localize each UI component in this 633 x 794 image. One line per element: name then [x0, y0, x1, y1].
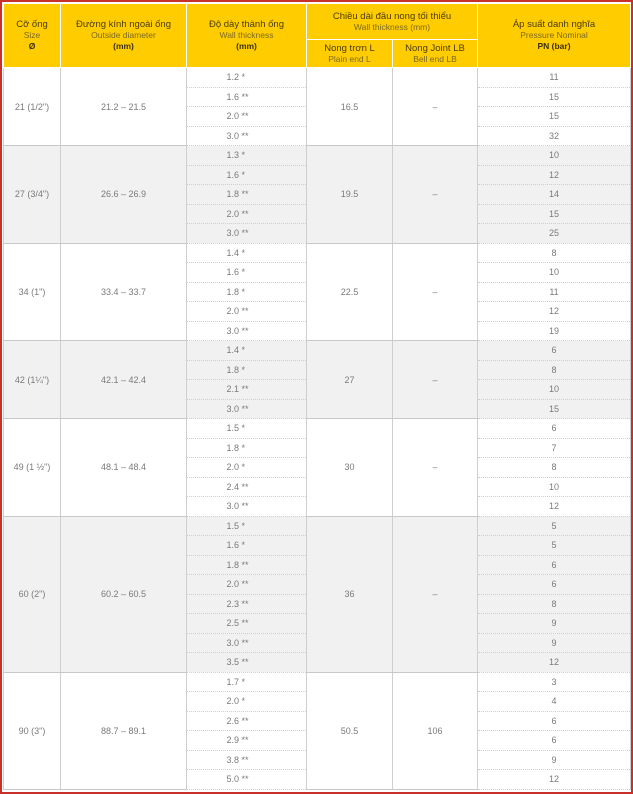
wall-thickness-value: 2.0 * — [226, 462, 246, 473]
wall-thickness-cell — [187, 68, 307, 88]
table-row — [4, 672, 631, 692]
pipe-size-group — [4, 243, 631, 341]
pressure-cell: 10 — [478, 380, 631, 400]
wall-thickness-cell — [187, 263, 307, 283]
pressure-cell: 15 — [478, 204, 631, 224]
header-size-unit: Ø — [28, 41, 36, 51]
wall-thickness-cell — [187, 594, 307, 614]
outside-diameter-cell: 42.1 – 42.4 — [61, 341, 187, 419]
plain-end-cell: 27 — [307, 341, 393, 419]
bell-end-cell: – — [393, 146, 478, 244]
wall-thickness-cell — [187, 185, 307, 205]
pressure-cell: 6 — [478, 341, 631, 361]
wall-thickness-value: 1.3 * — [226, 150, 246, 161]
wall-thickness-value: 1.8 * — [226, 442, 246, 453]
wall-thickness-value: 2.0 ** — [226, 111, 249, 122]
plain-end-cell: 19.5 — [307, 146, 393, 244]
wall-thickness-cell — [187, 341, 307, 361]
wall-thickness-cell — [187, 438, 307, 458]
wall-thickness-value: 1.5 * — [226, 423, 246, 434]
outside-diameter-cell: 88.7 – 89.1 — [61, 672, 187, 789]
wall-thickness-cell — [187, 575, 307, 595]
header-pressure — [478, 4, 631, 68]
wall-thickness-value: 1.6 * — [226, 267, 246, 278]
wall-thickness-cell — [187, 614, 307, 634]
pipe-size-group — [4, 516, 631, 672]
header-wall-vn: Độ dày thành ống — [208, 19, 284, 30]
pressure-cell: 11 — [478, 282, 631, 302]
table-row — [4, 146, 631, 166]
pressure-cell: 9 — [478, 614, 631, 634]
size-cell: 42 (1¼") — [4, 341, 61, 419]
outside-diameter-cell: 60.2 – 60.5 — [61, 516, 187, 672]
pressure-cell: 8 — [478, 458, 631, 478]
plain-end-cell: 36 — [307, 516, 393, 672]
wall-thickness-cell — [187, 419, 307, 439]
wall-thickness-cell — [187, 282, 307, 302]
header-od-vn: Đường kính ngoài ống — [76, 19, 171, 30]
pipe-size-group — [4, 672, 631, 789]
wall-thickness-value: 2.0 ** — [226, 579, 249, 590]
wall-thickness-cell — [187, 146, 307, 166]
wall-thickness-value: 3.0 ** — [226, 228, 249, 239]
header-od-en: Outside diameter — [91, 30, 156, 40]
pressure-cell: 15 — [478, 399, 631, 419]
plain-end-cell: 16.5 — [307, 68, 393, 146]
header-size-en: Size — [23, 30, 41, 40]
size-cell: 49 (1 ½") — [4, 419, 61, 517]
pressure-cell: 10 — [478, 263, 631, 283]
size-cell: 90 (3") — [4, 672, 61, 789]
wall-thickness-value: 2.5 ** — [226, 618, 249, 629]
header-pressure-en: Pressure Nominal — [520, 30, 588, 40]
wall-thickness-cell — [187, 321, 307, 341]
pressure-cell: 32 — [478, 126, 631, 146]
header-pressure-vn: Áp suất danh nghĩa — [512, 19, 596, 30]
wall-thickness-value: 2.0 ** — [226, 306, 249, 317]
wall-thickness-value: 1.8 * — [226, 364, 246, 375]
bell-end-cell: – — [393, 243, 478, 341]
wall-thickness-value: 1.6 ** — [226, 91, 249, 102]
header-wall-en: Wall thickness — [219, 30, 274, 40]
bell-end-cell: – — [393, 341, 478, 419]
table-row — [4, 341, 631, 361]
pressure-cell: 6 — [478, 711, 631, 731]
bell-end-cell: 106 — [393, 672, 478, 789]
outside-diameter-cell: 21.2 – 21.5 — [61, 68, 187, 146]
wall-thickness-value: 2.1 ** — [226, 384, 249, 395]
wall-thickness-cell — [187, 243, 307, 263]
wall-thickness-value: 3.0 ** — [226, 501, 249, 512]
size-cell: 34 (1") — [4, 243, 61, 341]
header-plain-end — [307, 40, 393, 68]
wall-thickness-cell — [187, 555, 307, 575]
pressure-cell: 6 — [478, 575, 631, 595]
pressure-cell: 8 — [478, 594, 631, 614]
plain-end-cell: 50.5 — [307, 672, 393, 789]
wall-thickness-cell — [187, 692, 307, 712]
header-min-length-en: Wall thickness (mm) — [353, 21, 431, 32]
header-plain-vn: Nong trơn L — [324, 42, 375, 54]
wall-thickness-cell — [187, 477, 307, 497]
wall-thickness-value: 3.0 ** — [226, 130, 249, 141]
wall-thickness-value: 1.6 * — [226, 540, 246, 551]
wall-thickness-cell — [187, 399, 307, 419]
outside-diameter-cell: 33.4 – 33.7 — [61, 243, 187, 341]
pressure-cell: 4 — [478, 692, 631, 712]
pressure-cell: 6 — [478, 555, 631, 575]
wall-thickness-value: 5.0 ** — [226, 774, 249, 785]
wall-thickness-value: 3.8 ** — [226, 754, 249, 765]
wall-thickness-cell — [187, 633, 307, 653]
wall-thickness-cell — [187, 497, 307, 517]
header-bell-end — [393, 40, 478, 68]
size-cell: 21 (1/2") — [4, 68, 61, 146]
header-min-length-vn: Chiều dài đầu nong tối thiểu — [332, 10, 452, 22]
header-size — [4, 4, 61, 68]
pipe-size-group — [4, 341, 631, 419]
bell-end-cell: – — [393, 516, 478, 672]
wall-thickness-value: 3.0 ** — [226, 325, 249, 336]
pressure-cell: 3 — [478, 672, 631, 692]
header-plain-en: Plain end L — [328, 53, 371, 64]
outside-diameter-cell: 48.1 – 48.4 — [61, 419, 187, 517]
header-wall-unit: (mm) — [236, 41, 257, 51]
wall-thickness-value: 1.8 ** — [226, 559, 249, 570]
pressure-cell: 12 — [478, 302, 631, 322]
wall-thickness-value: 2.9 ** — [226, 735, 249, 746]
table-row — [4, 68, 631, 88]
header-od-unit: (mm) — [113, 41, 134, 51]
pressure-cell: 5 — [478, 536, 631, 556]
wall-thickness-value: 1.5 * — [226, 520, 246, 531]
wall-thickness-value: 2.0 ** — [226, 208, 249, 219]
wall-thickness-cell — [187, 87, 307, 107]
pressure-cell: 12 — [478, 165, 631, 185]
wall-thickness-cell — [187, 750, 307, 770]
wall-thickness-value: 1.6 * — [226, 169, 246, 180]
wall-thickness-value: 1.2 * — [226, 72, 246, 83]
pressure-cell: 15 — [478, 87, 631, 107]
pressure-cell: 14 — [478, 185, 631, 205]
size-cell: 27 (3/4") — [4, 146, 61, 244]
pressure-cell: 8 — [478, 243, 631, 263]
pressure-cell: 9 — [478, 633, 631, 653]
wall-thickness-cell — [187, 672, 307, 692]
bell-end-cell: – — [393, 419, 478, 517]
pressure-cell: 19 — [478, 321, 631, 341]
wall-thickness-value: 3.0 ** — [226, 637, 249, 648]
pressure-cell: 12 — [478, 653, 631, 673]
wall-thickness-cell — [187, 224, 307, 244]
pressure-cell: 7 — [478, 438, 631, 458]
pressure-cell: 12 — [478, 770, 631, 790]
wall-thickness-cell — [187, 731, 307, 751]
pressure-cell: 15 — [478, 107, 631, 127]
outside-diameter-cell: 26.6 – 26.9 — [61, 146, 187, 244]
header-min-length — [307, 4, 478, 40]
pressure-cell: 6 — [478, 419, 631, 439]
header-outside-diameter — [61, 4, 187, 68]
wall-thickness-cell — [187, 126, 307, 146]
header-pressure-unit: PN (bar) — [537, 41, 571, 51]
wall-thickness-cell — [187, 302, 307, 322]
header-wall-thickness — [187, 4, 307, 68]
pipe-spec-table — [3, 3, 631, 790]
pressure-cell: 5 — [478, 516, 631, 536]
size-cell: 60 (2") — [4, 516, 61, 672]
pressure-cell: 12 — [478, 497, 631, 517]
table-row — [4, 419, 631, 439]
wall-thickness-cell — [187, 107, 307, 127]
wall-thickness-value: 2.6 ** — [226, 715, 249, 726]
wall-thickness-cell — [187, 711, 307, 731]
header-size-vn: Cỡ ống — [16, 19, 48, 30]
wall-thickness-value: 2.0 * — [226, 696, 246, 707]
wall-thickness-value: 2.3 ** — [226, 598, 249, 609]
pressure-cell: 9 — [478, 750, 631, 770]
table-row — [4, 516, 631, 536]
wall-thickness-cell — [187, 165, 307, 185]
wall-thickness-value: 1.4 * — [226, 345, 246, 356]
plain-end-cell: 30 — [307, 419, 393, 517]
wall-thickness-cell — [187, 204, 307, 224]
wall-thickness-value: 1.7 * — [226, 676, 246, 687]
wall-thickness-value: 2.4 ** — [226, 481, 249, 492]
wall-thickness-cell — [187, 516, 307, 536]
pressure-cell: 10 — [478, 477, 631, 497]
header-bell-en: Bell end LB — [413, 53, 457, 64]
pressure-cell: 11 — [478, 68, 631, 88]
bell-end-cell: – — [393, 68, 478, 146]
pressure-cell: 25 — [478, 224, 631, 244]
wall-thickness-cell — [187, 458, 307, 478]
wall-thickness-cell — [187, 536, 307, 556]
header-bell-vn: Nong Joint LB — [405, 42, 465, 54]
plain-end-cell: 22.5 — [307, 243, 393, 341]
wall-thickness-cell — [187, 380, 307, 400]
pipe-size-group — [4, 68, 631, 146]
wall-thickness-value: 3.5 ** — [226, 657, 249, 668]
wall-thickness-value: 1.4 * — [226, 247, 246, 258]
wall-thickness-value: 3.0 ** — [226, 403, 249, 414]
pressure-cell: 10 — [478, 146, 631, 166]
wall-thickness-cell — [187, 770, 307, 790]
pressure-cell: 8 — [478, 360, 631, 380]
wall-thickness-value: 1.8 ** — [226, 189, 249, 200]
table-header — [4, 4, 631, 68]
pipe-size-group — [4, 146, 631, 244]
pressure-cell: 6 — [478, 731, 631, 751]
pipe-size-group — [4, 419, 631, 517]
wall-thickness-cell — [187, 360, 307, 380]
wall-thickness-cell — [187, 653, 307, 673]
table-row — [4, 243, 631, 263]
wall-thickness-value: 1.8 * — [226, 286, 246, 297]
